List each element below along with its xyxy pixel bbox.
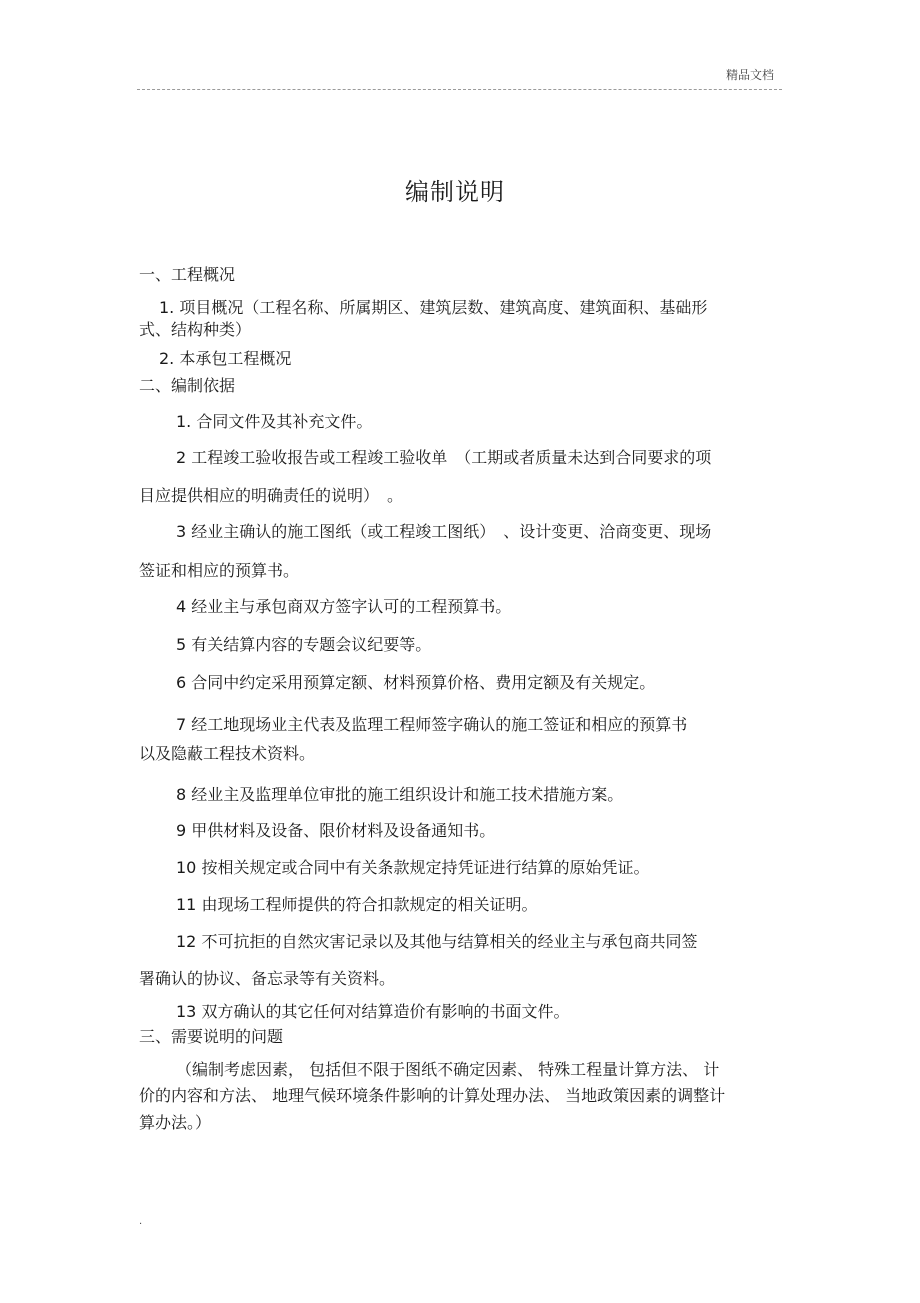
section-heading-notes: 三、需要说明的问题 [139,1027,284,1046]
basis-item-10: 10 按相关规定或合同中有关条款规定持凭证进行结算的原始凭证。 [176,858,650,877]
overview-item-1-line-2: 式、结构种类） [139,320,252,339]
basis-item-5: 5 有关结算内容的专题会议纪要等。 [176,635,432,654]
basis-item-2-line-1: 2 工程竣工验收报告或工程竣工验收单 （工期或者质量未达到合同要求的项 [176,448,712,467]
overview-item-2: 2. 本承包工程概况 [159,349,292,368]
basis-item-3-line-1: 3 经业主确认的施工图纸（或工程竣工图纸） 、设计变更、洽商变更、现场 [176,522,712,541]
basis-item-4: 4 经业主与承包商双方签字认可的工程预算书。 [176,597,512,616]
basis-item-12-line-1: 12 不可抗拒的自然灾害记录以及其他与结算相关的经业主与承包商共同签 [176,932,698,951]
basis-item-8: 8 经业主及监理单位审批的施工组织设计和施工技术措施方案。 [176,785,624,804]
notes-line-2: 价的内容和方法、 地理气候环境条件影响的计算处理办法、 当地政策因素的调整计 [139,1086,726,1105]
footer-mark: . [139,1216,143,1227]
basis-item-2-line-2: 目应提供相应的明确责任的说明） 。 [139,486,404,505]
basis-item-13: 13 双方确认的其它任何对结算造价有影响的书面文件。 [176,1002,570,1021]
basis-item-1: 1. 合同文件及其补充文件。 [176,412,373,431]
basis-item-12-line-2: 署确认的协议、备忘录等有关资料。 [139,969,396,988]
document-title: 编制说明 [405,178,505,206]
overview-item-1-line-1: 1. 项目概况（工程名称、所属期区、建筑层数、建筑高度、建筑面积、基础形 [159,298,708,317]
basis-item-3-line-2: 签证和相应的预算书。 [139,561,300,580]
section-heading-overview: 一、工程概况 [139,265,236,284]
basis-item-6: 6 合同中约定采用预算定额、材料预算价格、费用定额及有关规定。 [176,673,656,692]
basis-item-7-line-1: 7 经工地现场业主代表及监理工程师签字确认的施工签证和相应的预算书 [176,715,688,734]
header-divider [137,89,782,90]
basis-item-11: 11 由现场工程师提供的符合扣款规定的相关证明。 [176,895,538,914]
notes-line-1: （编制考虑因素， 包括但不限于图纸不确定因素、 特殊工程量计算方法、 计 [176,1060,720,1079]
basis-item-7-line-2: 以及隐蔽工程技术资料。 [139,744,316,763]
notes-line-3: 算办法。） [139,1113,212,1132]
basis-item-9: 9 甲供材料及设备、限价材料及设备通知书。 [176,821,496,840]
section-heading-basis: 二、编制依据 [139,376,236,395]
header-label: 精品文档 [726,68,775,82]
